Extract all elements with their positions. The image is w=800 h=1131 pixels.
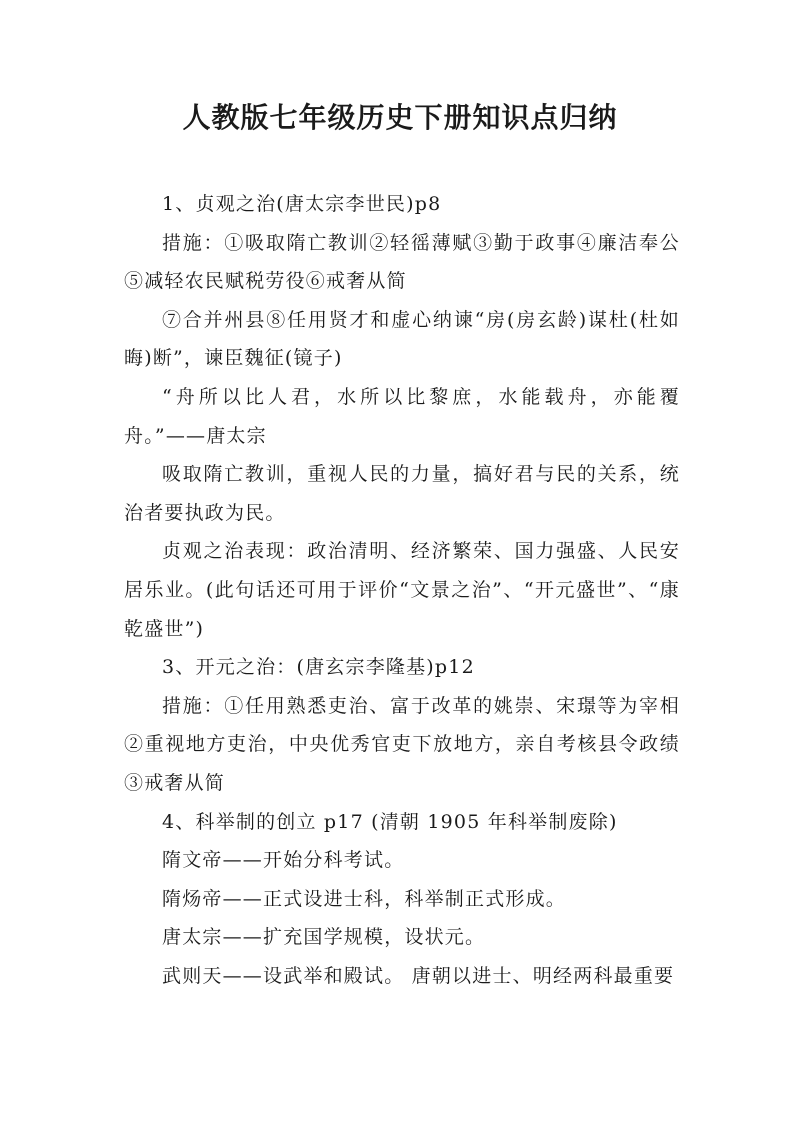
paragraph-kaiyuan-measures: 措施：①任用熟悉吏治、富于改革的姚崇、宋璟等为宰相②重视地方吏治，中央优秀官吏下放地方，亲自考核县令政绩③戒奢从简 xyxy=(124,694,680,794)
paragraph-keju-heading: 4、科举制的创立 p17 (清朝 1905 年科举制废除) xyxy=(162,810,618,833)
paragraph-zhenguan-measures: 措施：①吸取隋亡教训②轻徭薄赋③勤于政事④廉洁奉公⑤减轻农民赋税劳役⑥戒奢从简 xyxy=(124,231,680,293)
paragraph-zhenguan-measures-cont: ⑦合并州县⑧任用贤才和虚心纳谏“房(房玄龄)谋杜(杜如晦)断”，谏臣魏征(镜子) xyxy=(124,308,680,370)
paragraph-tang-taizong: 唐太宗——扩充国学规模，设状元。 xyxy=(162,926,486,949)
paragraph-wu-zetian: 武则天——设武举和殿试。 唐朝以进士、明经两科最重要 xyxy=(162,964,675,987)
paragraph-quote: “舟所以比人君，水所以比黎庶，水能载舟，亦能覆舟。”——唐太宗 xyxy=(124,385,680,447)
document-title: 人教版七年级历史下册知识点归纳 xyxy=(182,101,618,134)
paragraph-zhenguan-heading: 1、贞观之治(唐太宗李世民)p8 xyxy=(162,193,442,215)
paragraph-kaiyuan-heading: 3、开元之治：(唐玄宗李隆基)p12 xyxy=(162,656,475,679)
paragraph-sui-yangdi: 隋炀帝——正式设进士科，科举制正式形成。 xyxy=(162,887,567,910)
paragraph-zhenguan-performance: 贞观之治表现：政治清明、经济繁荣、国力强盛、人民安居乐业。(此句话还可用于评价“文景之治”、“开元盛世”、“康乾盛世”) xyxy=(124,540,680,640)
paragraph-sui-wendi: 隋文帝——开始分科考试。 xyxy=(162,849,405,872)
paragraph-lesson: 吸取隋亡教训，重视人民的力量，搞好君与民的关系，统治者要执政为民。 xyxy=(124,463,680,524)
document-body xyxy=(124,185,680,995)
